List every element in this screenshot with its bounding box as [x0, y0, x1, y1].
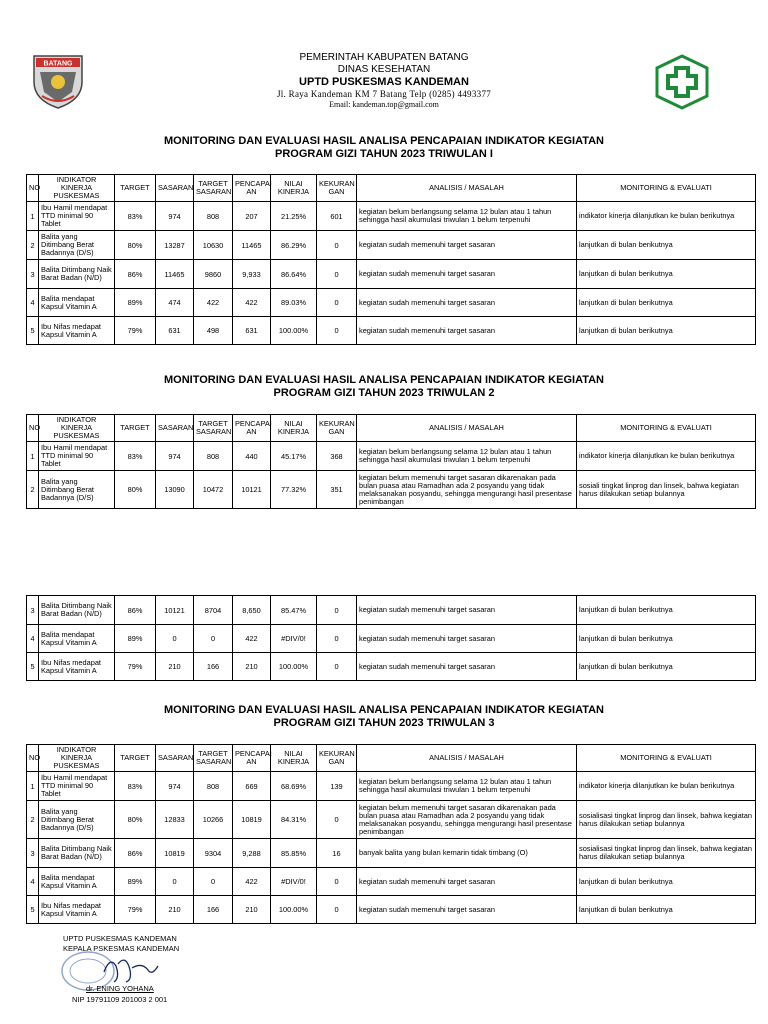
col-indikator: Balita Ditimbang Naik Barat Badan (N/D) [39, 260, 115, 289]
header-org: UPTD PUSKESMAS KANDEMAN [299, 76, 469, 88]
col-target-sasaran: 498 [194, 317, 233, 345]
col-nilai-kinerja: 100.00% [271, 653, 317, 681]
col-indikator: Balita yang Ditimbang Berat Badannya (D/S) [39, 231, 115, 260]
col-target: 89% [115, 625, 156, 653]
col-target: 89% [115, 289, 156, 317]
col-nilai-kinerja-header: NILAI KINERJA [271, 175, 317, 202]
header-address: Jl. Raya Kandeman KM 7 Batang Telp (0285) 4493377 [276, 89, 492, 99]
col-target: 83% [115, 442, 156, 471]
col-target: 86% [115, 596, 156, 625]
col-monitoring-header: MONITORING & EVALUATI [577, 415, 756, 442]
col-no: 5 [27, 896, 39, 924]
section2-title-line2: PROGRAM GIZI TAHUN 2023 TRIWULAN 2 [273, 387, 495, 399]
col-pencapaian: 8,650 [233, 596, 271, 625]
table-row [27, 772, 756, 801]
col-target-sasaran: 166 [194, 653, 233, 681]
col-pencapaian-header: PENCAPAI AN [233, 175, 271, 202]
col-sasaran-header: SASARAN [156, 745, 194, 772]
col-monitoring: lanjutkan di bulan berikutnya [577, 289, 756, 317]
col-kekurangan: 0 [317, 625, 357, 653]
col-target: 86% [115, 839, 156, 868]
col-indikator: Ibu Nifas medapat Kapsul Vitamin A [39, 896, 115, 924]
col-indikator: Ibu Nifas medapat Kapsul Vitamin A [39, 317, 115, 345]
table-row [27, 839, 756, 868]
col-monitoring: indikator kinerja dilanjutkan ke bulan berikutnya [577, 202, 756, 231]
col-target-sasaran: 8704 [194, 596, 233, 625]
col-target-sasaran: 422 [194, 289, 233, 317]
col-target: 83% [115, 772, 156, 801]
col-indikator: Ibu Hamil mendapat TTD minimal 90 Tablet [39, 772, 115, 801]
table-row [27, 231, 756, 260]
table-row [27, 896, 756, 924]
col-pencapaian: 422 [233, 289, 271, 317]
col-target-sasaran: 10630 [194, 231, 233, 260]
col-kekurangan-header: KEKURAN GAN [317, 175, 357, 202]
col-nilai-kinerja: 21.25% [271, 202, 317, 231]
col-kekurangan-header: KEKURAN GAN [317, 415, 357, 442]
table-row [27, 868, 756, 896]
table-row [27, 260, 756, 289]
col-monitoring: lanjutkan di bulan berikutnya [577, 896, 756, 924]
col-target: 80% [115, 471, 156, 509]
col-pencapaian: 210 [233, 653, 271, 681]
col-target-sasaran: 0 [194, 868, 233, 896]
col-no: 5 [27, 317, 39, 345]
col-sasaran: 0 [156, 625, 194, 653]
table-header-row [27, 175, 756, 202]
col-nilai-kinerja: 85.85% [271, 839, 317, 868]
col-monitoring: sosiali tingkat linprog dan linsek, bahwa kegiatan harus dilakukan setiap bulannya [577, 471, 756, 509]
col-monitoring: sosialisasi tingkat linprog dan linsek, bahwa kegiatan harus dilakukan setiap bulannya [577, 801, 756, 839]
col-no: 3 [27, 839, 39, 868]
col-target: 89% [115, 868, 156, 896]
col-kekurangan: 0 [317, 289, 357, 317]
col-kekurangan: 0 [317, 868, 357, 896]
col-kekurangan: 0 [317, 231, 357, 260]
col-kekurangan: 139 [317, 772, 357, 801]
col-nilai-kinerja-header: NILAI KINERJA [271, 745, 317, 772]
col-nilai-kinerja: #DIV/0! [271, 868, 317, 896]
col-nilai-kinerja: 45.17% [271, 442, 317, 471]
col-sasaran: 631 [156, 317, 194, 345]
col-pencapaian: 422 [233, 868, 271, 896]
col-analisis-header: ANALISIS / MASALAH [357, 175, 577, 202]
col-monitoring: indikator kinerja dilanjutkan ke bulan berikutnya [577, 772, 756, 801]
table-row [27, 801, 756, 839]
col-sasaran: 974 [156, 772, 194, 801]
col-analisis: kegiatan sudah memenuhi target sasaran [357, 653, 577, 681]
col-indikator: Ibu Hamil mendapat TTD minimal 90 Tablet [39, 202, 115, 231]
col-sasaran-header: SASARAN [156, 175, 194, 202]
col-kekurangan: 0 [317, 317, 357, 345]
col-target: 86% [115, 260, 156, 289]
col-target: 79% [115, 317, 156, 345]
col-pencapaian: 9,933 [233, 260, 271, 289]
col-no-header: NO [27, 745, 39, 772]
col-pencapaian: 422 [233, 625, 271, 653]
col-nilai-kinerja: 100.00% [271, 896, 317, 924]
col-indikator: Ibu Nifas medapat Kapsul Vitamin A [39, 653, 115, 681]
col-nilai-kinerja-header: NILAI KINERJA [271, 415, 317, 442]
col-kekurangan: 0 [317, 896, 357, 924]
col-monitoring-header: MONITORING & EVALUATI [577, 745, 756, 772]
col-sasaran: 12833 [156, 801, 194, 839]
col-sasaran: 474 [156, 289, 194, 317]
signature-org: UPTD PUSKESMAS KANDEMAN [63, 934, 177, 943]
header-dept: DINAS KESEHATAN [337, 64, 431, 75]
col-indikator: Balita yang Ditimbang Berat Badannya (D/S) [39, 801, 115, 839]
section2-title [0, 374, 768, 400]
table-triwulan-2-cont [26, 595, 756, 681]
col-no-header: NO [27, 415, 39, 442]
col-target-header: TARGET [115, 745, 156, 772]
col-analisis: kegiatan sudah memenuhi target sasaran [357, 260, 577, 289]
table-triwulan-1 [26, 174, 756, 345]
col-analisis-header: ANALISIS / MASALAH [357, 415, 577, 442]
col-target: 80% [115, 231, 156, 260]
col-target-sasaran: 808 [194, 442, 233, 471]
col-kekurangan-header: KEKURAN GAN [317, 745, 357, 772]
col-pencapaian: 210 [233, 896, 271, 924]
table-row [27, 442, 756, 471]
col-analisis: kegiatan sudah memenuhi target sasaran [357, 596, 577, 625]
col-no: 3 [27, 596, 39, 625]
col-target-sasaran: 9304 [194, 839, 233, 868]
table-header-row [27, 415, 756, 442]
col-monitoring-header: MONITORING & EVALUATI [577, 175, 756, 202]
col-monitoring: lanjutkan di bulan berikutnya [577, 653, 756, 681]
col-kekurangan: 0 [317, 596, 357, 625]
col-target-header: TARGET [115, 415, 156, 442]
col-no: 1 [27, 772, 39, 801]
col-sasaran: 210 [156, 896, 194, 924]
col-nilai-kinerja: 85.47% [271, 596, 317, 625]
col-target-sasaran-header: TARGET SASARAN [194, 175, 233, 202]
col-sasaran: 0 [156, 868, 194, 896]
col-kekurangan: 601 [317, 202, 357, 231]
col-monitoring: lanjutkan di bulan berikutnya [577, 260, 756, 289]
col-nilai-kinerja: #DIV/0! [271, 625, 317, 653]
col-sasaran-header: SASARAN [156, 415, 194, 442]
col-sasaran: 210 [156, 653, 194, 681]
table-header-row [27, 745, 756, 772]
col-pencapaian: 631 [233, 317, 271, 345]
col-no: 5 [27, 653, 39, 681]
col-monitoring: lanjutkan di bulan berikutnya [577, 317, 756, 345]
col-indikator: Ibu Hamil mendapat TTD minimal 90 Tablet [39, 442, 115, 471]
col-nilai-kinerja: 77.32% [271, 471, 317, 509]
col-analisis: banyak balita yang bulan kemarin tidak timbang (O) [357, 839, 577, 868]
col-target-sasaran: 9860 [194, 260, 233, 289]
col-monitoring: lanjutkan di bulan berikutnya [577, 868, 756, 896]
col-pencapaian-header: PENCAPAI AN [233, 745, 271, 772]
section3-title [0, 704, 768, 730]
col-no: 4 [27, 289, 39, 317]
col-target-sasaran: 808 [194, 772, 233, 801]
col-kekurangan: 351 [317, 471, 357, 509]
table-triwulan-3 [26, 744, 756, 924]
col-no: 2 [27, 231, 39, 260]
col-pencapaian: 10819 [233, 801, 271, 839]
col-target: 83% [115, 202, 156, 231]
col-indikator: Balita Ditimbang Naik Barat Badan (N/D) [39, 596, 115, 625]
col-target-sasaran-header: TARGET SASARAN [194, 415, 233, 442]
col-kekurangan: 0 [317, 653, 357, 681]
table-row [27, 289, 756, 317]
col-indikator: Balita Ditimbang Naik Barat Badan (N/D) [39, 839, 115, 868]
table-row [27, 596, 756, 625]
col-kekurangan: 0 [317, 260, 357, 289]
col-no: 2 [27, 471, 39, 509]
col-no: 4 [27, 625, 39, 653]
section3-title-line1: MONITORING DAN EVALUASI HASIL ANALISA PENCAPAIAN INDIKATOR KEGIATAN [163, 704, 604, 716]
col-analisis: kegiatan sudah memenuhi target sasaran [357, 868, 577, 896]
col-sasaran: 10121 [156, 596, 194, 625]
col-pencapaian: 207 [233, 202, 271, 231]
col-kekurangan: 368 [317, 442, 357, 471]
col-no-header: NO [27, 175, 39, 202]
section2-title-line1: MONITORING DAN EVALUASI HASIL ANALISA PENCAPAIAN INDIKATOR KEGIATAN [163, 374, 604, 386]
col-pencapaian: 10121 [233, 471, 271, 509]
col-monitoring: indikator kinerja dilanjutkan ke bulan berikutnya [577, 442, 756, 471]
col-target-sasaran: 10472 [194, 471, 233, 509]
col-monitoring: sosialisasi tingkat linprog dan linsek, bahwa kegiatan harus dilakukan setiap bulannya [577, 839, 756, 868]
col-indikator: Balita mendapat Kapsul Vitamin A [39, 625, 115, 653]
col-target-sasaran: 166 [194, 896, 233, 924]
col-pencapaian: 9,288 [233, 839, 271, 868]
col-nilai-kinerja: 100.00% [271, 317, 317, 345]
col-analisis: kegiatan belum berlangsung selama 12 bulan atau 1 tahun sehingga hasil akumulasi triwulan 1 belum terpenuhi [357, 202, 577, 231]
col-analisis: kegiatan sudah memenuhi target sasaran [357, 317, 577, 345]
signature-role: KEPALA PSKESMAS KANDEMAN [63, 944, 180, 953]
col-kekurangan: 0 [317, 801, 357, 839]
signature-scribble [96, 952, 166, 986]
col-nilai-kinerja: 68.69% [271, 772, 317, 801]
col-target: 79% [115, 896, 156, 924]
batang-logo-text: BATANG [43, 60, 73, 68]
col-nilai-kinerja: 86.29% [271, 231, 317, 260]
col-pencapaian-header: PENCAPAI AN [233, 415, 271, 442]
col-analisis: kegiatan sudah memenuhi target sasaran [357, 896, 577, 924]
col-no: 4 [27, 868, 39, 896]
col-target-sasaran: 0 [194, 625, 233, 653]
col-pencapaian: 440 [233, 442, 271, 471]
section1-title [0, 135, 768, 161]
col-kekurangan: 16 [317, 839, 357, 868]
table-row [27, 625, 756, 653]
signature-nip: NIP 19791109 201003 2 001 [72, 995, 168, 1004]
col-analisis: kegiatan belum berlangsung selama 12 bulan atau 1 tahun sehingga hasil akumulasi triwulan 1 belum terpenuhi [357, 772, 577, 801]
signature-name: dr. ENING YOHANA [86, 984, 154, 993]
table-row [27, 202, 756, 231]
col-analisis: kegiatan sudah memenuhi target sasaran [357, 289, 577, 317]
table-triwulan-2 [26, 414, 756, 509]
col-sasaran: 974 [156, 202, 194, 231]
col-indikator-header: INDIKATOR KINERJA PUSKESMAS [39, 415, 115, 442]
col-target: 79% [115, 653, 156, 681]
table-row [27, 653, 756, 681]
col-nilai-kinerja: 89.03% [271, 289, 317, 317]
col-indikator: Balita mendapat Kapsul Vitamin A [39, 289, 115, 317]
col-indikator-header: INDIKATOR KINERJA PUSKESMAS [39, 175, 115, 202]
col-nilai-kinerja: 86.64% [271, 260, 317, 289]
col-sasaran: 13090 [156, 471, 194, 509]
col-pencapaian: 669 [233, 772, 271, 801]
col-target-sasaran: 808 [194, 202, 233, 231]
col-analisis: kegiatan sudah memenuhi target sasaran [357, 231, 577, 260]
col-no: 3 [27, 260, 39, 289]
col-sasaran: 974 [156, 442, 194, 471]
section3-title-line2: PROGRAM GIZI TAHUN 2023 TRIWULAN 3 [273, 717, 495, 729]
table-row [27, 471, 756, 509]
col-indikator: Balita mendapat Kapsul Vitamin A [39, 868, 115, 896]
col-target: 80% [115, 801, 156, 839]
col-monitoring: lanjutkan di bulan berikutnya [577, 596, 756, 625]
col-no: 2 [27, 801, 39, 839]
col-target-header: TARGET [115, 175, 156, 202]
col-indikator: Balita yang Ditimbang Berat Badannya (D/S) [39, 471, 115, 509]
col-indikator-header: INDIKATOR KINERJA PUSKESMAS [39, 745, 115, 772]
section1-title-line2: PROGRAM GIZI TAHUN 2023 TRIWULAN I [275, 148, 493, 160]
col-pencapaian: 11465 [233, 231, 271, 260]
col-analisis: kegiatan sudah memenuhi target sasaran [357, 625, 577, 653]
col-analisis-header: ANALISIS / MASALAH [357, 745, 577, 772]
section1-title-line1: MONITORING DAN EVALUASI HASIL ANALISA PENCAPAIAN INDIKATOR KEGIATAN [163, 135, 604, 147]
col-analisis: kegiatan belum memenuhi target sasaran dikarenakan pada bulan puasa atau Ramadhan ada 2 posyandu yang tidak melaksanakan posyandu, sehingga mengurangi hasil presentase penimbangan [357, 801, 577, 839]
col-no: 1 [27, 202, 39, 231]
col-monitoring: lanjutkan di bulan berikutnya [577, 231, 756, 260]
col-analisis: kegiatan belum berlangsung selama 12 bulan atau 1 tahun sehingga hasil akumulasi triwulan 1 belum terpenuhi [357, 442, 577, 471]
col-analisis: kegiatan belum memenuhi target sasaran dikarenakan pada bulan puasa atau Ramadhan ada 2 posyandu yang tidak melaksanakan posyandu, sehingga mengurangi hasil presentase penimbangan [357, 471, 577, 509]
header-gov: PEMERINTAH KABUPATEN BATANG [299, 52, 469, 63]
col-sasaran: 10819 [156, 839, 194, 868]
col-monitoring: lanjutkan di bulan berikutnya [577, 625, 756, 653]
col-target-sasaran: 10266 [194, 801, 233, 839]
header-email: Email: kandeman.top@gmail.com [329, 100, 439, 109]
col-no: 1 [27, 442, 39, 471]
col-sasaran: 13287 [156, 231, 194, 260]
col-nilai-kinerja: 84.31% [271, 801, 317, 839]
col-target-sasaran-header: TARGET SASARAN [194, 745, 233, 772]
col-sasaran: 11465 [156, 260, 194, 289]
table-row [27, 317, 756, 345]
